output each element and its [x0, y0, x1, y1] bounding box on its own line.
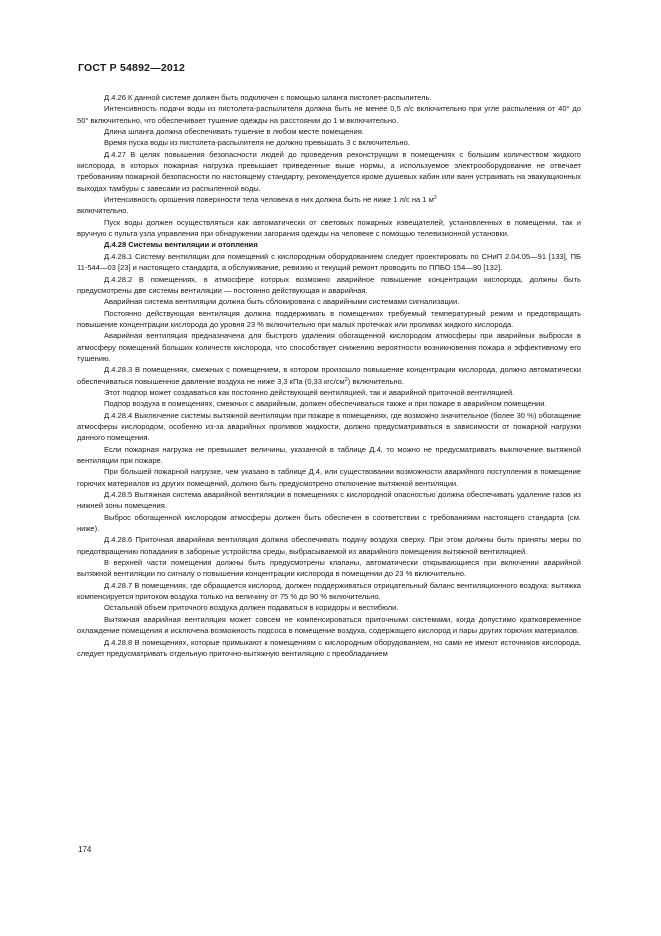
- paragraph: Д.4.28.8 В помещениях, которые примыкают к помещениям с кислородным оборудованием, но сами не имеют источников кислорода, следует предусматривать отдельную приточно-вытяжную вентиляцию с преобладанием: [77, 637, 581, 658]
- document-body: [77, 92, 581, 659]
- paragraph: Д.4.28.2 В помещениях, в атмосфере которых возможно аварийное повышение концентрации кислорода, должны быть предусмотрены две системы вентиляции — постоянно действующая и аварийная.: [77, 274, 581, 295]
- paragraph-text: Д.4.28.3 В помещениях, смежных с помещением, в котором произошло повышение концентрации кислорода, должно автоматически обеспечиваться повышенное давление воздуха не ниже 3,3 кПа (0,33 кгс/см: [77, 365, 581, 386]
- paragraph: Пуск воды должен осуществляться как автоматически от световых пожарных извещателей, установленных в помещении, так и вручную с пульта узла управления при обнаружении загорания одежды на человеке с помощью телевизионной установки.: [77, 217, 581, 239]
- paragraph: Постоянно действующая вентиляция должна поддерживать в помещениях требуемый температурный режим и предотвращать повышение концентрации кислорода до уровня 23 % включительно при малых протечках или проливах жидкого кислорода.: [77, 308, 581, 329]
- superscript: 2: [344, 376, 348, 383]
- page-number: 174: [78, 845, 92, 854]
- paragraph: [77, 194, 581, 217]
- paragraph-text: Интенсивность орошения поверхности тела человека в них должна быть не ниже 1 л/с на 1 м: [104, 195, 434, 205]
- paragraph-tail: включительно.: [77, 206, 129, 216]
- paragraph: Д.4.28.1 Систему вентиляции для помещений с кислородным оборудованием следует проектировать по СНиП 2.04.05—91 [133], ПБ 11-544—03 [23] и настоящего стандарта, а обслуживание, ревизию и текущий ремонт проводить по ППБО 154—90 [132].: [77, 251, 581, 273]
- paragraph: Длина шланга должна обеспечивать тушение в любом месте помещения.: [104, 127, 364, 137]
- paragraph: Д.4.27 В целях повышения безопасности людей до проведения реконструкции в помещениях с большим количеством жидкого кислорода, в которых пожарная нагрузка превышает приведенные выше нормы, а используемое электрооборудование не отвечает требованиям пожарной безопасности по настоящему стандарту, рекомендуется кроме душевых кабин или ванн устраивать на эвакуационных выходах тамбуры с завесами из распыленной воды.: [77, 149, 581, 193]
- paragraph: В верхней части помещения должны быть предусмотрены клапаны, автоматически открывающиеся при включении аварийной вытяжной вентиляции по сигналу о повышении концентрации кислорода в помещении до 23 % включительно.: [77, 558, 581, 579]
- paragraph: Д.4.26 К данной системе должен быть подключен с помощью шланга пистолет-распылитель.: [104, 93, 432, 102]
- paragraph: Выброс обогащенной кислородом атмосферы должен быть обеспечен в соответствии с требованиями настоящего стандарта (см. ниже).: [77, 512, 581, 534]
- paragraph-tail: ): [347, 376, 351, 386]
- paragraph: Аварийная вентиляция предназначена для быстрого удаления обогащенной кислородом атмосферы при аварийных выбросах в атмосферу помещений больших количеств кислорода, что способствует снижению вероятности возникновения пожара и эффективному его тушению.: [77, 331, 581, 363]
- paragraph: Д.4.28.6 Приточная аварийная вентиляция должна обеспечивать подачу воздуха сверху. При этом должны быть приняты меры по предотвращению попадания в заборные устройства среды, выбрасываемой из аварийного помещения вытяжной вентиляцией.: [77, 535, 581, 556]
- paragraph: Время пуска воды из пистолета-распылителя не должно превышать 3 с включительно.: [104, 138, 410, 148]
- paragraph: Д.4.28.4 Выключение системы вытяжной вентиляции при пожаре в помещениях, где возможно значительное (более 30 %) обогащение атмосферы кислородом, особенно из-за аварийных проливов жидкости, должно предусматриваться в зависимости от пожарной нагрузки данного помещения.: [77, 410, 581, 443]
- paragraph: [77, 364, 581, 387]
- paragraph-tail: включительно.: [352, 376, 404, 386]
- document-header: ГОСТ Р 54892—2012: [78, 62, 186, 74]
- paragraph: Вытяжная аварийная вентиляция может совсем не компенсироваться приточными системами, когда допустимо кратковременное охлаждение помещения и исключена возможность подсоса в помещение воздуха, содержащего кислород и пары других горючих материалов.: [77, 614, 581, 636]
- paragraph: Д.4.28.5 Вытяжная система аварийной вентиляции в помещениях с кислородной опасностью должна обеспечивать удаление газов из нижней зоны помещения.: [77, 490, 581, 511]
- paragraph: Аварийная система вентиляции должна быть сблокирована с аварийными системами сигнализации.: [104, 297, 460, 307]
- paragraph: Подпор воздуха в помещениях, смежных с аварийным, должен обеспечиваться также и при пожаре в аварийном помещении.: [104, 399, 547, 409]
- paragraph: Д.4.28.7 В помещениях, где обращается кислород, должен поддерживаться отрицательный баланс вентиляционного воздуха: вытяжка компенсируется притоком воздуха только на величину от 75 % до 90 % включительно.: [77, 580, 581, 602]
- paragraph: Интенсивность подачи воды из пистолета-распылителя должна быть не менее 0,5 л/с включительно при угле распыления от 40° до 50° включительно, что обеспечивает тушение одежды на расстоянии до 1 м включительно.: [77, 104, 581, 125]
- paragraph: При бо́льшей пожарной нагрузке, чем указано в таблице Д.4, или существовании возможности аварийного поступления в помещение горючих материалов из других помещений, должно быть предусмотрено отключение вытяжной вентиляции.: [77, 467, 581, 488]
- section-heading: Д.4.28 Системы вентиляции и отопления: [104, 240, 258, 250]
- superscript: 2: [433, 195, 437, 202]
- paragraph: Этот подпор может создаваться как постоянно действующей вентиляцией, так и аварийной приточной вентиляцией.: [104, 387, 515, 397]
- paragraph: Остальной объем приточного воздуха должен подаваться в коридоры и вестибюли.: [104, 603, 399, 613]
- paragraph: Если пожарная нагрузка не превышает величины, указанной в таблице Д.4, то можно не предусматривать выключение вытяжной вентиляции при пожаре.: [77, 444, 581, 465]
